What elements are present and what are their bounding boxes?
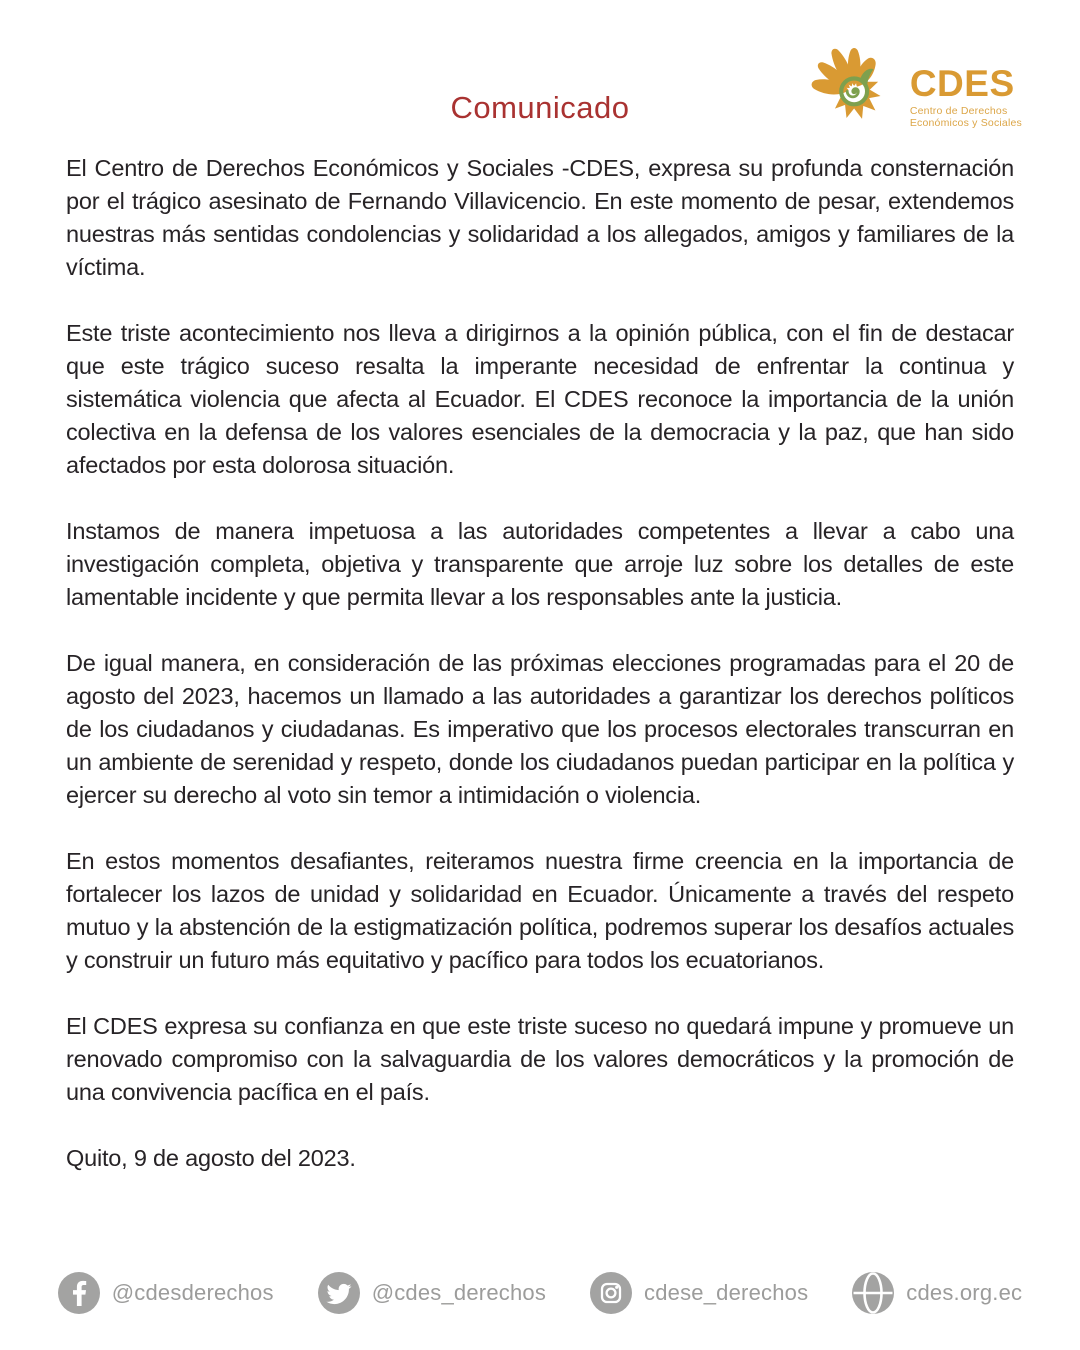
facebook-handle: @cdesderechos [111, 1280, 274, 1305]
facebook-icon [58, 1272, 100, 1314]
body-paragraph-2: Este triste acontecimiento nos lleva a dirigirnos a la opinión pública, con el fin de destacar que este trágico suceso resalta la imperante necesidad de enfrentar la continua y sistemática violencia que afecta al Ecuador. El CDES reconoce la importancia de la unión colectiva en la defensa de los valores esenciales de la democracia y la paz, que han sido afectados por esta dolorosa situación. [66, 320, 1014, 478]
page-title: Comunicado [450, 90, 630, 125]
footer-item-instagram [590, 1272, 808, 1314]
footer-item-website [852, 1272, 1022, 1314]
body-paragraph-1: El Centro de Derechos Económicos y Sociales -CDES, expresa su profunda consternación por el trágico asesinato de Fernando Villavicencio. En este momento de pesar, extendemos nuestras más sentidas condolencias y solidaridad a los allegados, amigos y familiares de la víctima. [66, 155, 1014, 280]
twitter-handle: @cdes_derechos [371, 1280, 547, 1305]
instagram-handle: cdese_derechos [644, 1280, 809, 1305]
dateline: Quito, 9 de agosto del 2023. [66, 1145, 356, 1171]
logo-subtitle-line2: Económicos y Sociales [909, 117, 1022, 129]
footer-item-facebook [58, 1272, 274, 1314]
body-paragraph-5: En estos momentos desafiantes, reiteramos nuestra firme creencia en la importancia de fortalecer los lazos de unidad y solidaridad en Ecuador. Únicamente a través del respeto mutuo y la abstención de la estigmatización política, podremos superar los desafíos actuales y construir un futuro más equitativo y pacífico para todos los ecuatorianos. [66, 848, 1014, 973]
instagram-icon [590, 1272, 632, 1314]
logo-subtitle-line1: Centro de Derechos [909, 104, 1008, 117]
globe-icon [852, 1272, 894, 1314]
twitter-icon [318, 1272, 360, 1314]
footer-item-twitter [318, 1272, 546, 1314]
body-paragraph-6: El CDES expresa su confianza en que este triste suceso no quedará impune y promueve un renovado compromiso con la salvaguardia de los valores democráticos y la promoción de una convivencia pacífica en el país. [66, 1013, 1014, 1105]
communique-body [66, 152, 1014, 1175]
body-paragraph-3: Instamos de manera impetuosa a las autoridades competentes a llevar a cabo una investigación completa, objetiva y transparente que arroje luz sobre los detalles de este lamentable incidente y que permita llevar a los responsables ante la justicia. [66, 518, 1014, 610]
logo-wordmark: CDES [909, 62, 1015, 104]
social-footer [0, 1272, 1080, 1314]
website-url: cdes.org.ec [906, 1280, 1023, 1305]
body-paragraph-4: De igual manera, en consideración de las próximas elecciones programadas para el 20 de agosto del 2023, hacemos un llamado a las autoridades a garantizar los derechos políticos de los ciudadanos y ciudadanas. Es imperativo que los procesos electorales transcurran en un ambiente de serenidad y respeto, donde los ciudadanos puedan participar en la política y ejercer su derecho al voto sin temor a intimidación o violencia. [66, 650, 1014, 808]
